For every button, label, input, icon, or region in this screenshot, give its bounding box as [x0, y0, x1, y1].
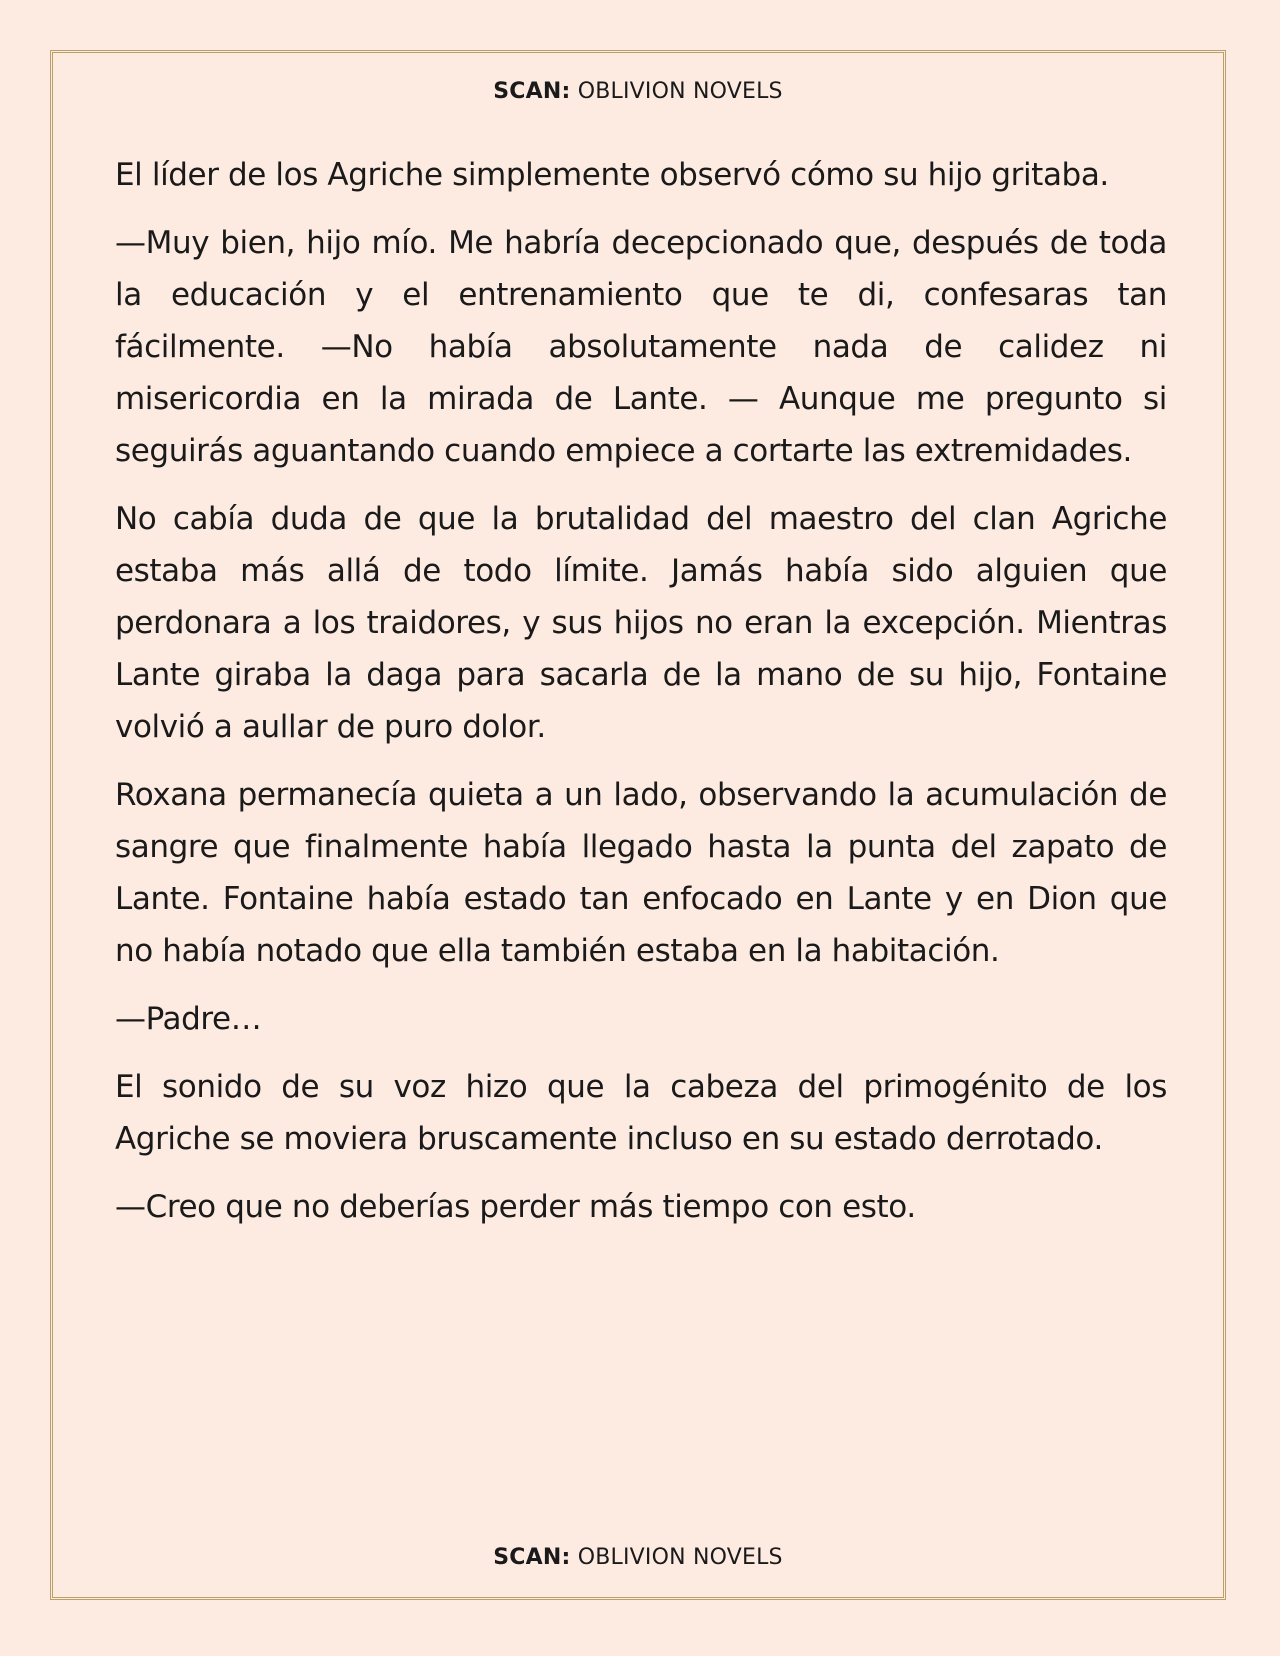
paragraph: El líder de los Agriche simplemente observó cómo su hijo gritaba.: [115, 157, 1109, 193]
page-header: [53, 79, 1223, 104]
footer-text: OBLIVION NOVELS: [577, 1545, 783, 1570]
paragraph: —Muy bien, hijo mío. Me habría decepcionado que, después de toda la educación y el entrenamiento que te di, confesaras tan fácilmente. —No había absolutamente nada de calidez ni misericordia en la mirada de Lante. — Aunque me pregunto si seguirás aguantando cuando empiece a cortarte las extremidades.: [115, 225, 1167, 469]
paragraph: —Padre…: [115, 1001, 262, 1037]
page-border: [50, 50, 1226, 1600]
chapter-body: [115, 149, 1167, 1249]
page-footer: [53, 1545, 1223, 1570]
paragraph: No cabía duda de que la brutalidad del maestro del clan Agriche estaba más allá de todo límite. Jamás había sido alguien que perdonara a los traidores, y sus hijos no eran la excepción. Mientras Lante giraba la daga para sacarla de la mano de su hijo, Fontaine volvió a aullar de puro dolor.: [115, 501, 1167, 745]
header-text: OBLIVION NOVELS: [577, 79, 783, 104]
paragraph: —Creo que no deberías perder más tiempo con esto.: [115, 1189, 916, 1225]
footer-label: SCAN:: [493, 1545, 571, 1570]
header-label: SCAN:: [493, 79, 571, 104]
paragraph: Roxana permanecía quieta a un lado, observando la acumulación de sangre que finalmente había llegado hasta la punta del zapato de Lante. Fontaine había estado tan enfocado en Lante y en Dion que no había notado que ella también estaba en la habitación.: [115, 777, 1167, 969]
paragraph: El sonido de su voz hizo que la cabeza del primogénito de los Agriche se moviera bruscamente incluso en su estado derrotado.: [115, 1069, 1167, 1157]
